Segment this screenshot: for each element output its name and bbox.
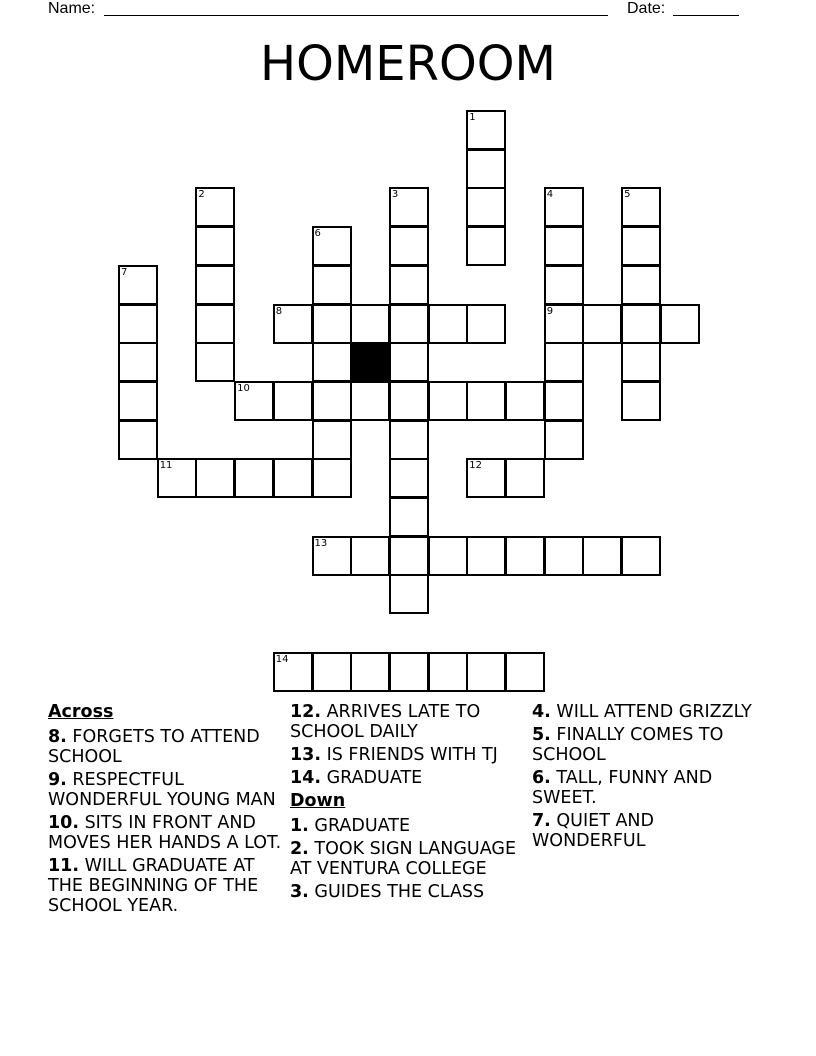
clue-number-label: 12. [290,702,322,722]
clue-number: 9 [546,305,554,317]
grid-cell[interactable] [118,381,158,421]
grid-cell[interactable] [389,342,429,382]
grid-cell[interactable] [544,536,584,576]
grid-cell[interactable] [660,304,700,344]
grid-cell[interactable] [312,265,352,305]
across-heading: Across [48,702,114,722]
grid-cell[interactable] [505,458,545,498]
clue-number-label: 11. [48,856,80,876]
grid-cell[interactable] [118,420,158,460]
grid-cell[interactable] [350,304,390,344]
grid-cell[interactable] [505,536,545,576]
grid-cell[interactable] [621,304,661,344]
clue-number-label: 3. [290,882,309,902]
clue-number: 11 [159,460,173,472]
grid-cell[interactable] [466,652,506,692]
clue-text: IS FRIENDS WITH TJ [321,745,498,765]
grid-cell[interactable] [466,226,506,266]
clue-number-label: 1. [290,816,309,836]
grid-cell[interactable] [466,304,506,344]
clue [48,856,283,916]
grid-cell[interactable] [350,381,390,421]
grid-cell[interactable] [466,110,506,150]
grid-cell[interactable] [466,187,506,227]
grid-block [350,342,390,382]
clue-number: 3 [391,189,399,201]
grid-cell[interactable] [118,342,158,382]
down-clue-list-cont [532,702,772,851]
grid-cell[interactable] [312,342,352,382]
clue [290,882,525,902]
clue [290,816,525,836]
grid-cell[interactable] [195,458,235,498]
grid-cell[interactable] [466,381,506,421]
clue [48,770,283,810]
grid-cell[interactable] [312,652,352,692]
grid-cell[interactable] [389,497,429,537]
grid-cell[interactable] [544,226,584,266]
grid-cell[interactable] [273,304,313,344]
grid-cell[interactable] [389,652,429,692]
clue-number: 8 [275,305,283,317]
grid-cell[interactable] [621,342,661,382]
clue-number-label: 8. [48,727,67,747]
across-clue-list [48,727,283,916]
grid-cell[interactable] [195,304,235,344]
name-label: Name: [48,0,96,17]
grid-cell[interactable] [389,458,429,498]
grid-cell[interactable] [505,652,545,692]
grid-cell[interactable] [312,381,352,421]
grid-cell[interactable] [312,304,352,344]
grid-cell[interactable] [428,652,468,692]
grid-cell[interactable] [389,226,429,266]
grid-cell[interactable] [118,265,158,305]
grid-cell[interactable] [389,420,429,460]
grid-cell[interactable] [544,420,584,460]
grid-cell[interactable] [544,381,584,421]
clue-number-label: 7. [532,811,551,831]
clue-number: 13 [314,537,328,549]
clue-text: TOOK SIGN LANGUAGE AT VENTURA COLLEGE [290,839,517,879]
clue-number-label: 10. [48,813,80,833]
page-title: HOMEROOM [260,36,556,92]
grid-cell[interactable] [195,226,235,266]
grid-cell[interactable] [234,381,274,421]
grid-cell[interactable] [621,381,661,421]
clue-number-label: 13. [290,745,322,765]
grid-cell[interactable] [273,458,313,498]
grid-cell[interactable] [389,574,429,614]
clue-number: 5 [624,189,631,201]
grid-cell[interactable] [621,187,661,227]
grid-cell[interactable] [428,381,468,421]
clue-number-label: 5. [532,725,551,745]
grid-cell[interactable] [389,187,429,227]
clue [48,813,283,853]
clue-number: 1 [469,112,476,123]
grid-cell[interactable] [505,381,545,421]
grid-cell[interactable] [195,265,235,305]
grid-cell[interactable] [389,265,429,305]
grid-cell[interactable] [234,458,274,498]
across-clue-list-cont [290,702,525,788]
clue-text: WILL ATTEND GRIZZLY [550,702,752,722]
grid-cell[interactable] [195,187,235,227]
clue-text: FINALLY COMES TO SCHOOL [532,725,724,765]
clue-number: 6 [314,228,321,240]
clues-column-3 [532,702,772,854]
grid-cell[interactable] [389,304,429,344]
grid-cell[interactable] [273,652,313,692]
grid-cell[interactable] [466,458,506,498]
grid-cell[interactable] [621,265,661,305]
clue-number: 2 [198,189,205,201]
grid-cell[interactable] [350,536,390,576]
clue-text: SITS IN FRONT AND MOVES HER HANDS A LOT. [48,813,282,853]
grid-cell[interactable] [312,458,352,498]
clue-text: QUIET AND WONDERFUL [532,811,654,851]
clue-number-label: 2. [290,839,309,859]
grid-cell[interactable] [544,342,584,382]
grid-cell[interactable] [544,304,584,344]
clue-number-label: 14. [290,768,322,788]
clue-number-label: 9. [48,770,67,790]
clue [532,725,772,765]
clue [532,811,772,851]
grid-cell[interactable] [312,226,352,266]
date-label: Date: [627,0,666,17]
clues-column-1 [48,702,283,919]
grid-cell[interactable] [621,536,661,576]
grid-cell[interactable] [544,187,584,227]
down-clue-list [290,816,525,902]
grid-cell[interactable] [428,536,468,576]
clue [48,727,283,767]
grid-cell[interactable] [389,536,429,576]
clue [290,745,525,765]
clue [290,839,525,879]
clue [532,768,772,808]
clue-text: GUIDES THE CLASS [308,882,485,902]
grid-cell[interactable] [157,458,197,498]
clue-number: 10 [237,382,250,394]
grid-cell[interactable] [312,420,352,460]
grid-cell[interactable] [428,304,468,344]
grid-cell[interactable] [466,149,506,189]
clue-text: GRADUATE [308,816,411,836]
clue-text: RESPECTFUL WONDERFUL YOUNG MAN [48,770,276,810]
clue-number: 14 [275,653,289,665]
grid-cell[interactable] [582,304,622,344]
grid-cell[interactable] [350,652,390,692]
grid-cell[interactable] [621,226,661,266]
grid-cell[interactable] [273,381,313,421]
clue-text: WILL GRADUATE AT THE BEGINNING OF THE SCHOOL YEAR. [48,856,259,916]
clue [532,702,772,722]
grid-cell[interactable] [582,536,622,576]
clue-number: 4 [546,189,554,201]
clue-number-label: 4. [532,702,551,722]
clue-number-label: 6. [532,768,551,788]
grid-cell[interactable] [389,381,429,421]
clues-column-2 [290,702,525,905]
clue [290,702,525,742]
grid-cell[interactable] [195,342,235,382]
clue-number: 12 [469,460,483,472]
clue-number: 7 [121,266,128,278]
clue-text: FORGETS TO ATTEND SCHOOL [48,727,260,767]
down-heading: Down [290,791,346,811]
grid-cell[interactable] [466,536,506,576]
clue-text: GRADUATE [321,768,423,788]
clue-text: TALL, FUNNY AND SWEET. [532,768,713,808]
clue-text: ARRIVES LATE TO SCHOOL DAILY [290,702,481,742]
grid-cell[interactable] [118,304,158,344]
clue [290,768,525,788]
grid-cell[interactable] [544,265,584,305]
grid-cell[interactable] [312,536,352,576]
